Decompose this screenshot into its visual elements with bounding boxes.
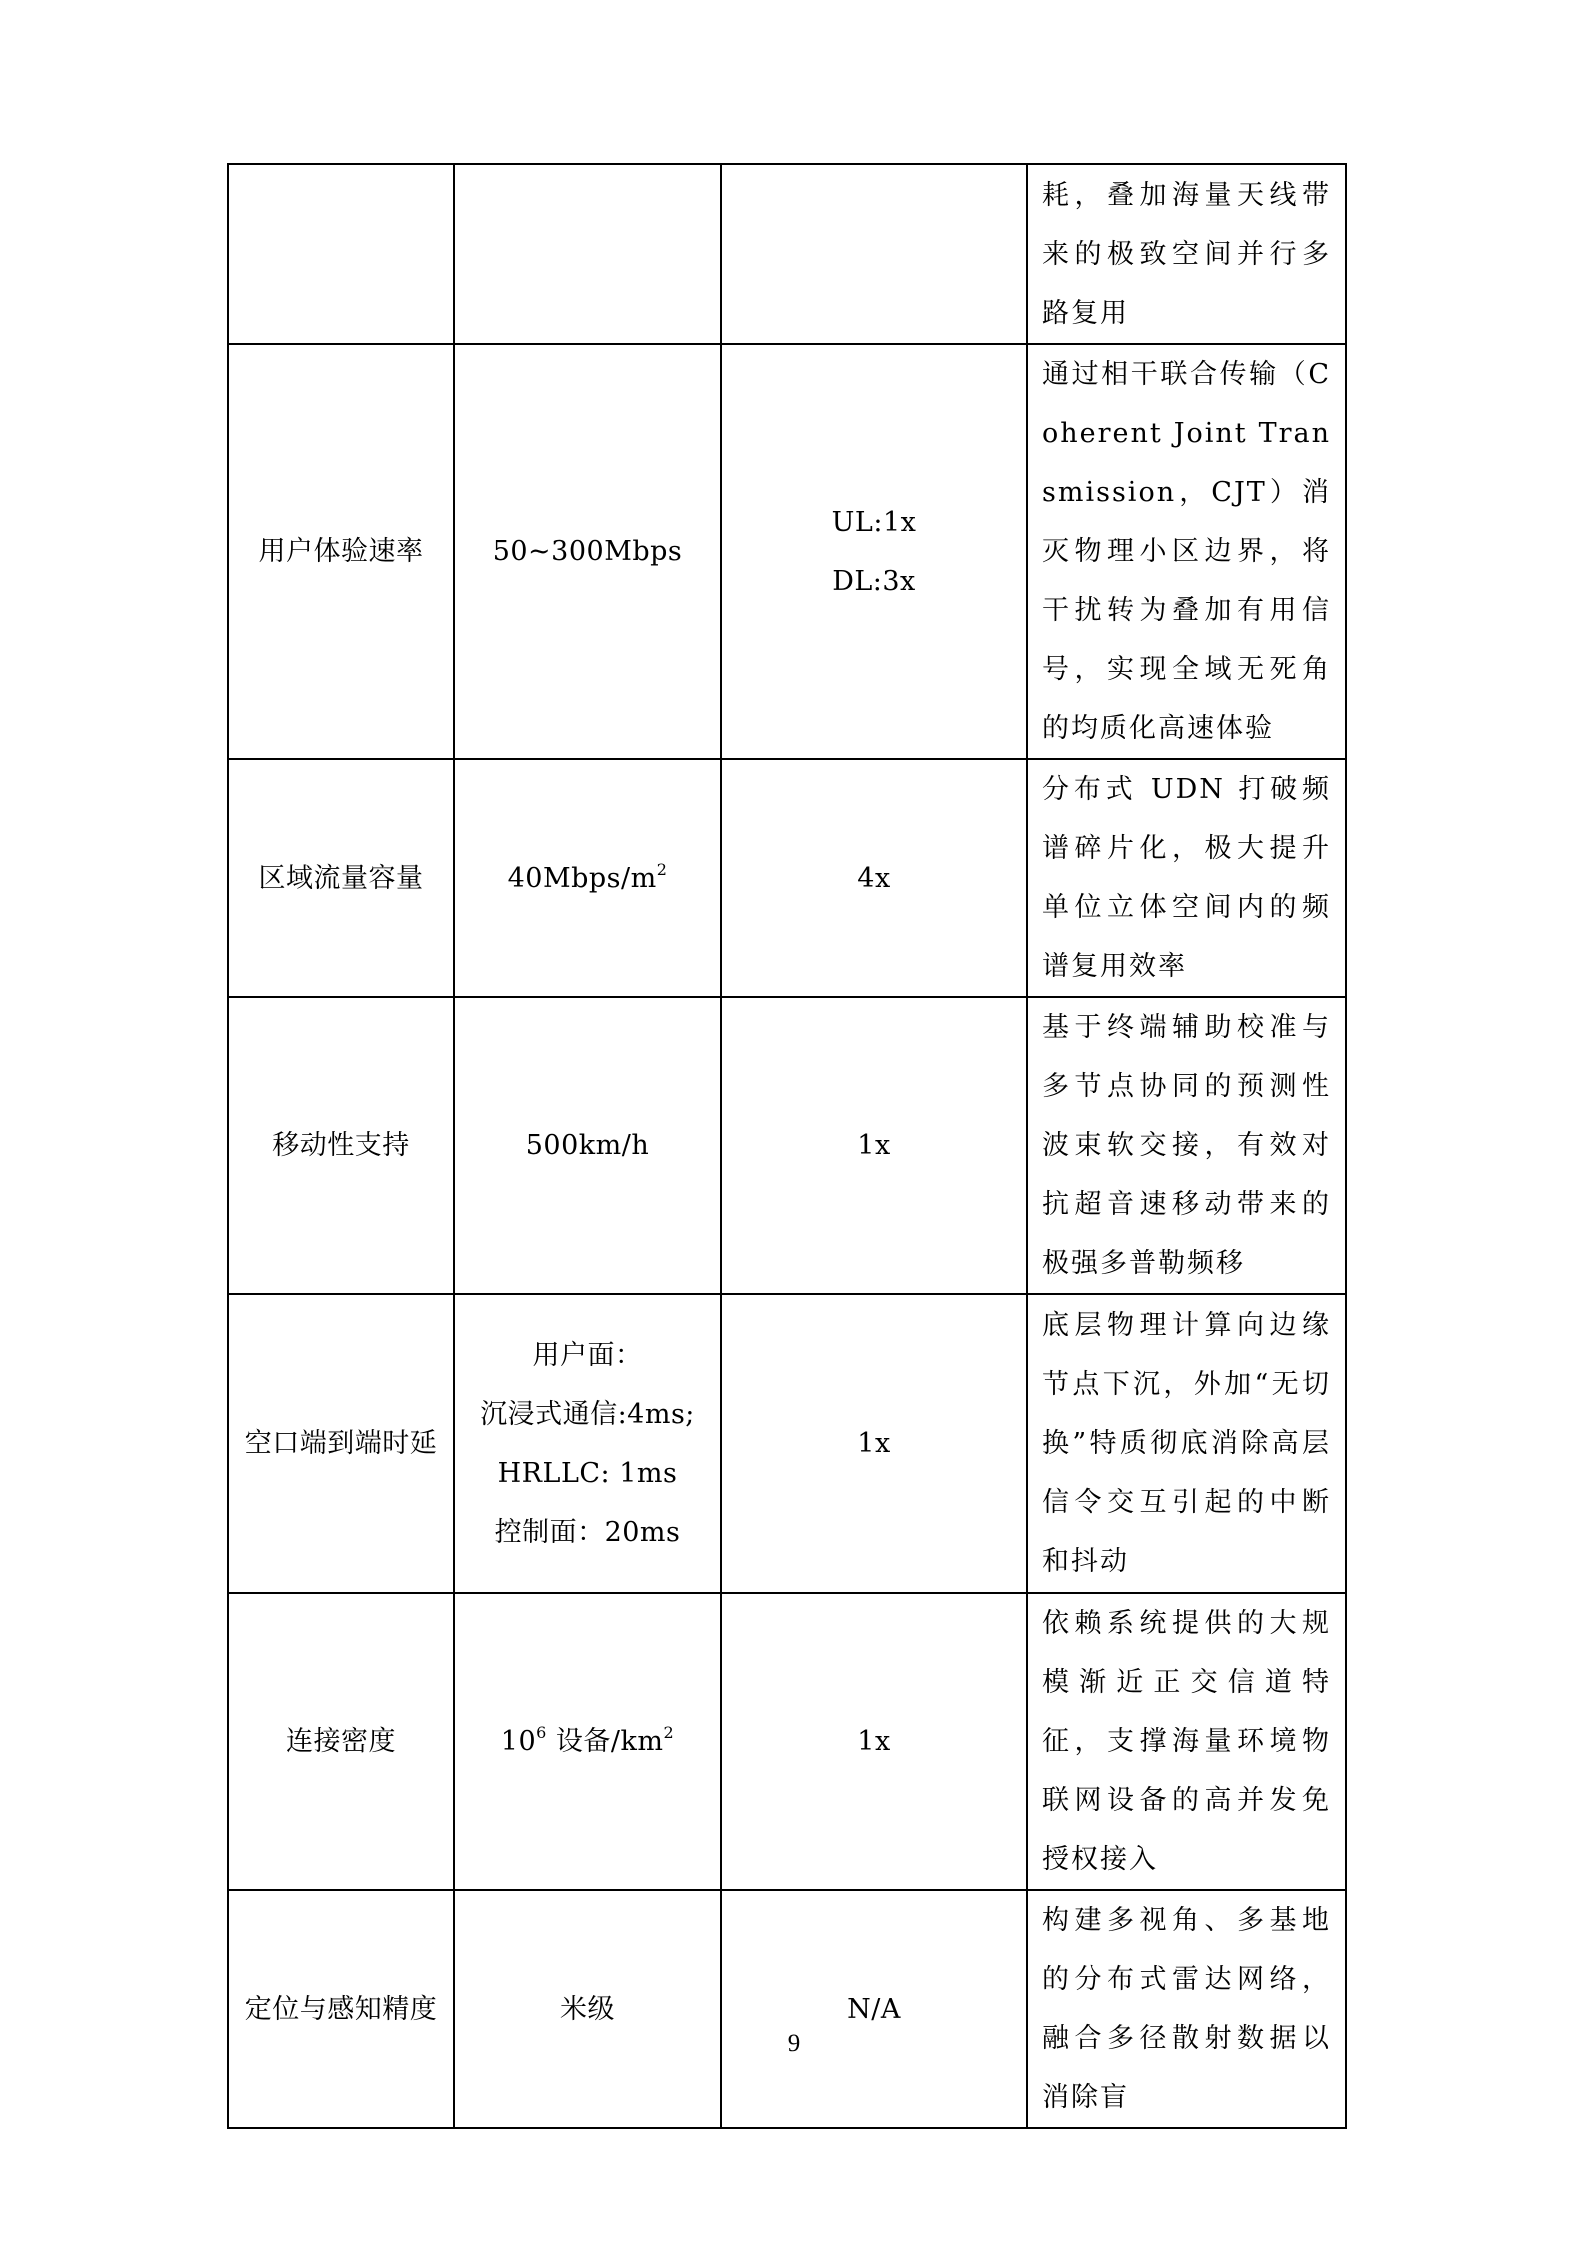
value-line: 控制面：20ms <box>494 1516 681 1548</box>
factor-cell: 1x <box>721 997 1027 1294</box>
value-text: 设备/km <box>546 1726 664 1757</box>
value-line: 用户面： <box>532 1339 643 1371</box>
value-line: HRLLC: 1ms <box>497 1457 678 1489</box>
factor-line: UL:1x <box>831 506 917 538</box>
value-superscript: 2 <box>656 859 668 879</box>
metric-cell: 用户体验速率 <box>228 344 454 759</box>
description-cell: 基于终端辅助校准与多节点协同的预测性波束软交接，有效对抗超音速移动带来的极强多普勒频移 <box>1027 997 1346 1294</box>
table-row <box>228 1294 1346 1593</box>
value-cell <box>454 759 721 997</box>
factor-cell <box>721 344 1027 759</box>
factor-line: DL:3x <box>832 565 916 597</box>
value-cell <box>454 1294 721 1593</box>
value-cell: 500km/h <box>454 997 721 1294</box>
description-cell: 耗，叠加海量天线带来的极致空间并行多路复用 <box>1027 164 1346 344</box>
metric-cell <box>228 164 454 344</box>
value-superscript: 2 <box>663 1723 675 1742</box>
factor-cell: N/A <box>721 1890 1027 2128</box>
description-cell: 分布式 UDN 打破频谱碎片化，极大提升单位立体空间内的频谱复用效率 <box>1027 759 1346 997</box>
metric-cell: 区域流量容量 <box>228 759 454 997</box>
description-cell: 构建多视角、多基地的分布式雷达网络，融合多径散射数据以消除盲 <box>1027 1890 1346 2128</box>
table-row <box>228 1890 1346 2128</box>
factor-cell: 1x <box>721 1294 1027 1593</box>
table-row <box>228 759 1346 997</box>
value-cell <box>454 1593 721 1890</box>
page-number: 9 <box>787 2030 801 2057</box>
table-row <box>228 344 1346 759</box>
factor-cell: 1x <box>721 1593 1027 1890</box>
metric-cell: 空口端到端时延 <box>228 1294 454 1593</box>
description-cell: 通过相干联合传输（Coherent Joint Transmission，CJT）消灭物理小区边界，将干扰转为叠加有用信号，实现全域无死角的均质化高速体验 <box>1027 344 1346 759</box>
spec-table <box>227 163 1347 2129</box>
description-cell: 底层物理计算向边缘节点下沉，外加“无切换”特质彻底消除高层信令交互引起的中断和抖动 <box>1027 1294 1346 1593</box>
metric-cell: 连接密度 <box>228 1593 454 1890</box>
table-row <box>228 164 1346 344</box>
factor-cell: 4x <box>721 759 1027 997</box>
value-cell: 米级 <box>454 1890 721 2128</box>
value-superscript: 6 <box>536 1723 547 1742</box>
value-text: 40Mbps/m <box>507 862 657 894</box>
factor-cell <box>721 164 1027 344</box>
metric-cell: 定位与感知精度 <box>228 1890 454 2128</box>
value-line: 沉浸式通信:4ms; <box>480 1398 695 1430</box>
value-cell: 50~300Mbps <box>454 344 721 759</box>
value-cell <box>454 164 721 344</box>
metric-cell: 移动性支持 <box>228 997 454 1294</box>
table-row <box>228 997 1346 1294</box>
value-text: 10 <box>500 1726 537 1757</box>
table-row <box>228 1593 1346 1890</box>
description-cell: 依赖系统提供的大规模渐近正交信道特征，支撑海量环境物联网设备的高并发免授权接入 <box>1027 1593 1346 1890</box>
